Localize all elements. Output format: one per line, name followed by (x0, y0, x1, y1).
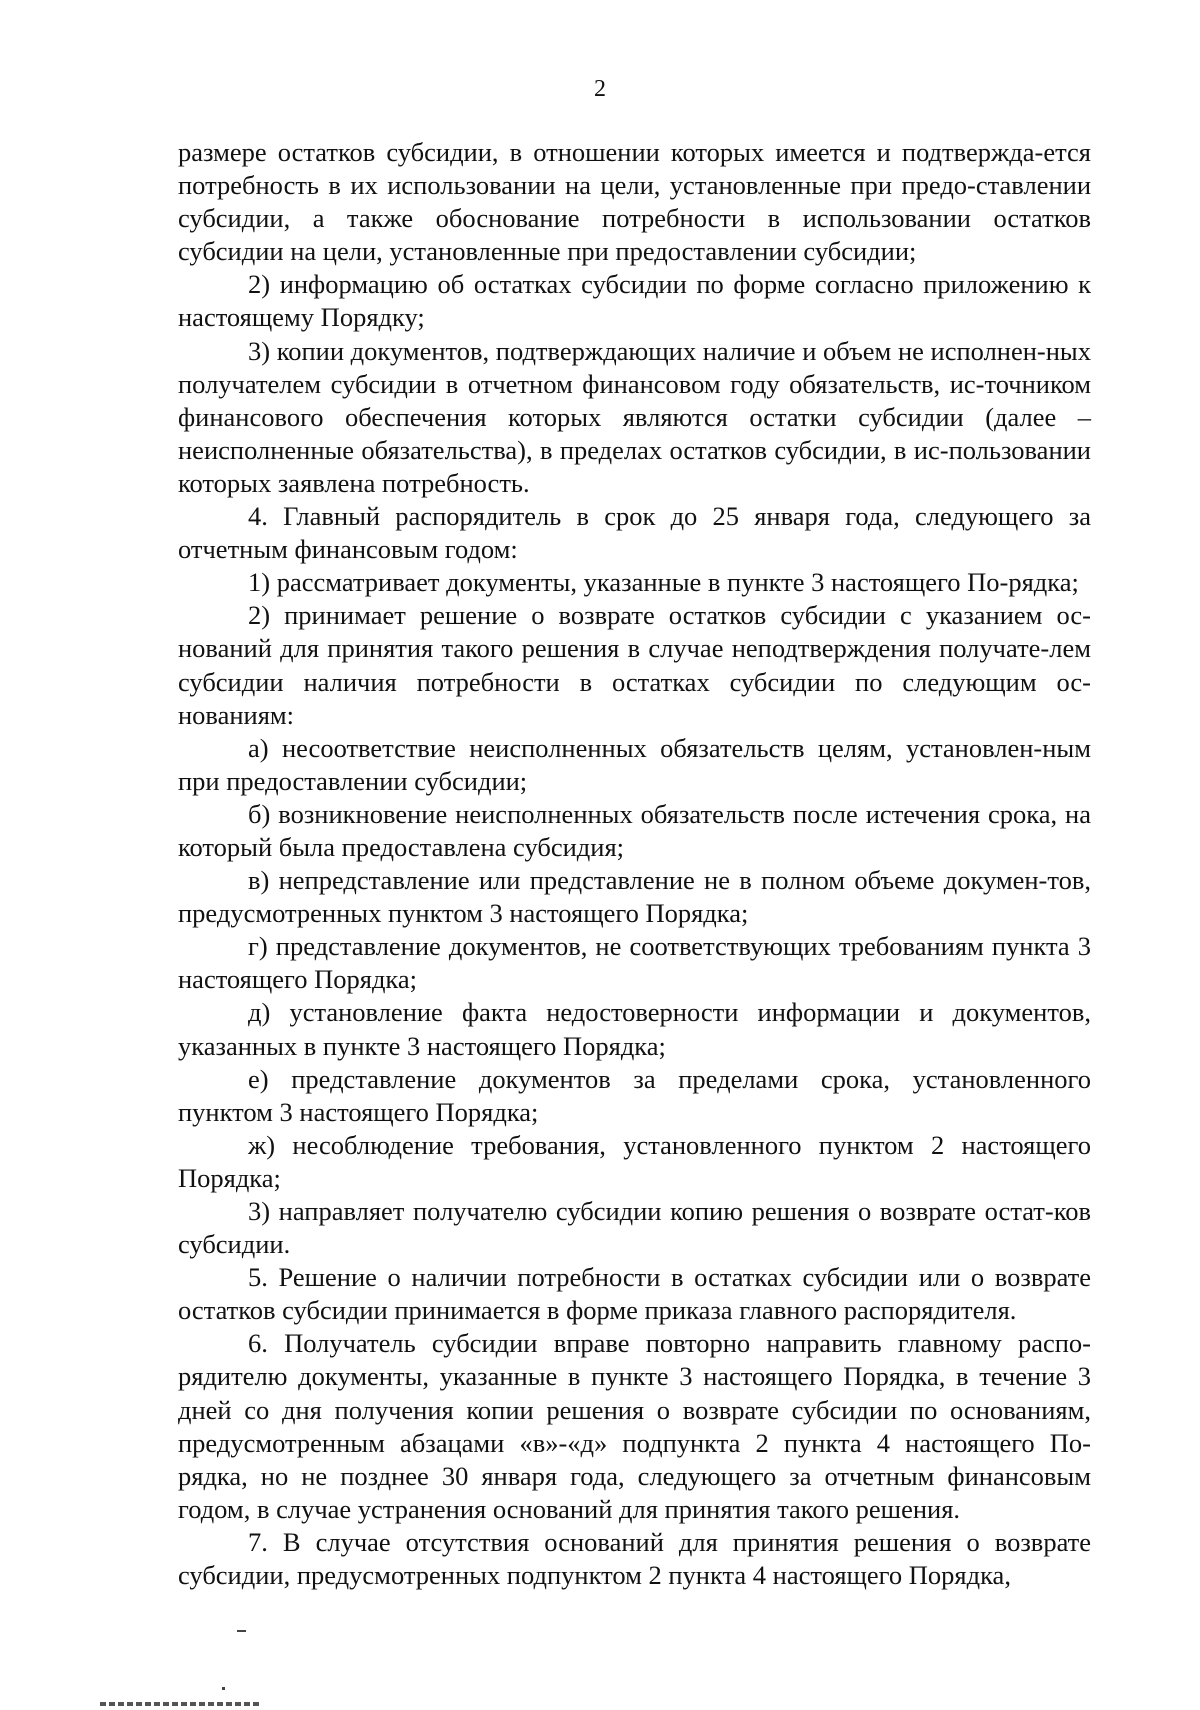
scan-artifact-dash (237, 1630, 246, 1632)
paragraph: 1) рассматривает документы, указанные в пункте 3 настоящего По-рядка; (248, 567, 1079, 598)
paragraph: а) несоответствие неисполненных обязательств целям, установлен-ным при предоставлении субсидии; (178, 732, 1091, 796)
paragraph: 2) принимает решение о возврате остатков субсидии с указанием ос-нований для принятия такого решения в случае неподтверждения получате-лем субсидии наличия потребности в остатках субсидии по следующим ос-нованиям: (178, 600, 1091, 730)
document-body (178, 136, 1091, 1592)
paragraph: б) возникновение неисполненных обязательств после истечения срока, на который была предоставлена субсидия; (178, 798, 1091, 862)
paragraph: 4. Главный распорядитель в срок до 25 января года, следующего за отчетным финансовым годом: (178, 501, 1091, 565)
paragraph: 5. Решение о наличии потребности в остатках субсидии или о возврате остатков субсидии принимается в форме приказа главного распорядителя. (178, 1262, 1091, 1326)
scan-artifact-dot (222, 1687, 225, 1690)
paragraph: 7. В случае отсутствия оснований для принятия решения о возврате субсидии, предусмотренных подпунктом 2 пункта 4 настоящего Порядка, (178, 1526, 1091, 1591)
paragraph: 3) направляет получателю субсидии копию решения о возврате остат-ков субсидии. (178, 1196, 1091, 1260)
paragraph: 2) информацию об остатках субсидии по форме согласно приложению к настоящему Порядку; (178, 269, 1091, 333)
paragraph: е) представление документов за пределами срока, установленного пунктом 3 настоящего Порядка; (178, 1063, 1091, 1127)
scan-edge-artifact (100, 1702, 260, 1706)
paragraph: ж) несоблюдение требования, установленного пунктом 2 настоящего Порядка; (178, 1129, 1091, 1193)
paragraph: 6. Получатель субсидии вправе повторно направить главному распо-рядителю документы, указанные в пункте 3 настоящего Порядка, в течение 3 дней со дня получения копии решения о возврате субсидии по основаниям, предусмотренным абзацами «в»-«д» подпункта 2 пункта 4 настоящего По-рядка, но не позднее 30 января года, следующего за отчетным финансовым годом, в случае устранения оснований для принятия такого решения. (178, 1328, 1091, 1524)
page-number: 2 (594, 76, 606, 102)
paragraph: г) представление документов, не соответствующих требованиям пункта 3 настоящего Порядка; (178, 931, 1091, 995)
paragraph: размере остатков субсидии, в отношении которых имеется и подтвержда-ется потребность в их использовании на цели, установленные при предо-ставлении субсидии, а также обоснование потребности в использовании остатков субсидии на цели, установленные при предоставлении субсидии; (178, 137, 1091, 267)
paragraph: д) установление факта недостоверности информации и документов, указанных в пункте 3 настоящего Порядка; (178, 997, 1091, 1061)
paragraph: 3) копии документов, подтверждающих наличие и объем не исполнен-ных получателем субсидии в отчетном финансовом году обязательств, ис-точником финансового обеспечения которых являются остатки субсидии (далее – неисполненные обязательства), в пределах остатков субсидии, в ис-пользовании которых заявлена потребность. (178, 335, 1091, 498)
paragraph: в) непредставление или представление не в полном объеме докумен-тов, предусмотренных пунктом 3 настоящего Порядка; (178, 865, 1091, 929)
